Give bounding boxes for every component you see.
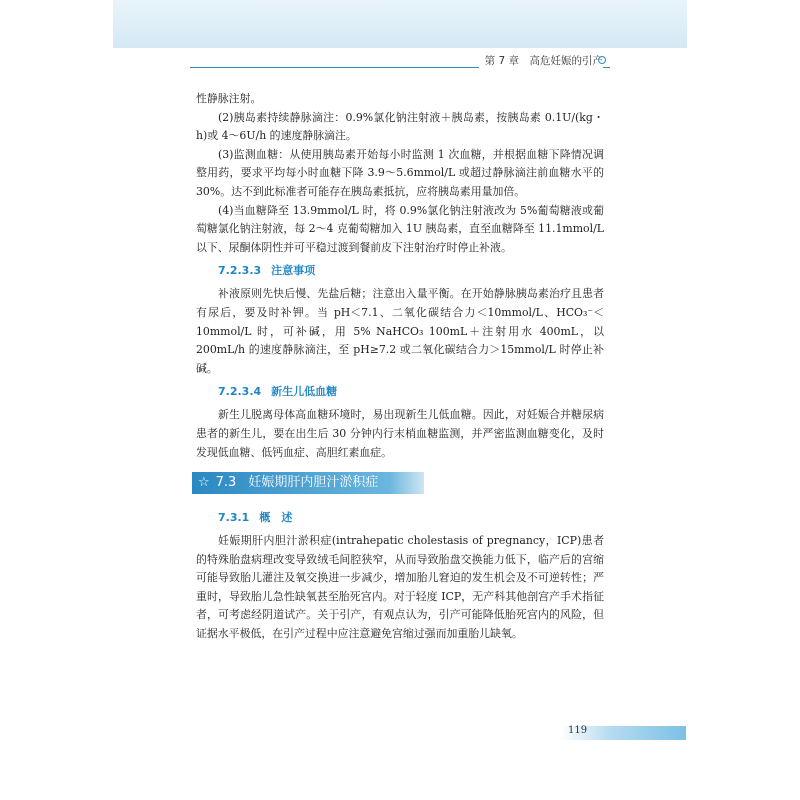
section-number: 7.3 [215,475,237,491]
subsection-title: 注意事项 [271,264,316,278]
subsection-number: 7.2.3.3 [218,264,262,278]
section-title: 妊娠期肝内胆汁淤积症 [248,475,379,491]
paragraph: (2)胰岛素持续静脉滴注：0.9%氯化钠注射液＋胰岛素，按胰岛素 0.1U/(kg・h)或 4～6U/h 的速度静脉滴注。 [196,110,604,143]
page-number: 119 [568,725,588,736]
subsection-heading [218,263,604,279]
paragraph: 新生儿脱离母体高血糖环境时，易出现新生儿低血糖。因此，对妊娠合并糖尿病患者的新生儿，要在出生后 30 分钟内行末梢血糖监测，并严密监测血糖变化，及时发现低血糖、低钙血症、高胆红素血症。 [196,408,604,459]
subsection-number: 7.2.3.4 [218,385,262,399]
chapter-header: 第 7 章 高危妊娠的引产 [479,53,603,68]
subsection-title: 新生儿低血糖 [271,385,338,399]
section-heading [192,472,424,494]
paragraph: (3)监测血糖：从使用胰岛素开始每小时监测 1 次血糖，并根据血糖下降情况调整用药，要求平均每小时血糖下降 3.9～5.6mmol/L 或超过静脉滴注前血糖水平的 30%。达不到此标准者可能存在胰岛素抵抗，应将胰岛素用量加倍。 [196,147,604,198]
star-icon: ☆ [198,475,210,491]
paragraph: 妊娠期肝内胆汁淤积症(intrahepatic cholestasis of pregnancy，ICP)患者的特殊胎盘病理改变导致绒毛间腔狭窄，从而导致胎盘交换能力低下，临产后的宫缩可能导致胎儿灌注及氧交换进一步减少，增加胎儿窘迫的发生机会及不可逆转性；严重时，导致胎儿急性缺氧甚至胎死宫内。对于轻度 ICP，无产科其他剖宫产手术指征者，可考虑经阴道试产。关于引产，有观点认为，引产可能降低胎死宫内的风险，但证据水平极低，在引产过程中应注意避免宫缩过强而加重胎儿缺氧。 [196,534,604,641]
circle-icon [598,56,606,64]
paragraph: 性静脉注射。 [196,92,262,105]
header-band [113,0,687,48]
subsection-number: 7.3.1 [218,511,250,525]
page-body [196,90,604,644]
subsection-heading [218,384,604,400]
subsection-title: 概 述 [259,511,293,525]
paragraph: (4)当血糖降至 13.9mmol/L 时，将 0.9%氯化钠注射液改为 5%葡萄糖液或葡萄糖氯化钠注射液，每 2～4 克葡萄糖加入 1U 胰岛素，直至血糖降至 11.1mmol/L 以下、尿酮体阴性并可平稳过渡到餐前皮下注射治疗时停止补液。 [196,203,604,254]
subsection-heading [218,510,604,526]
paragraph: 补液原则先快后慢、先盐后糖；注意出入量平衡。在开始静脉胰岛素治疗且患者有尿后，要及时补钾。当 pH＜7.1、二氧化碳结合力＜10mmol/L、HCO₃⁻＜10mmol/L 时，可补碱，用 5% NaHCO₃ 100mL＋注射用水 400mL，以 200mL/h 的速度静脉滴注，至 pH≥7.2 或二氧化碳结合力＞15mmol/L 时停止补碱。 [196,287,604,375]
